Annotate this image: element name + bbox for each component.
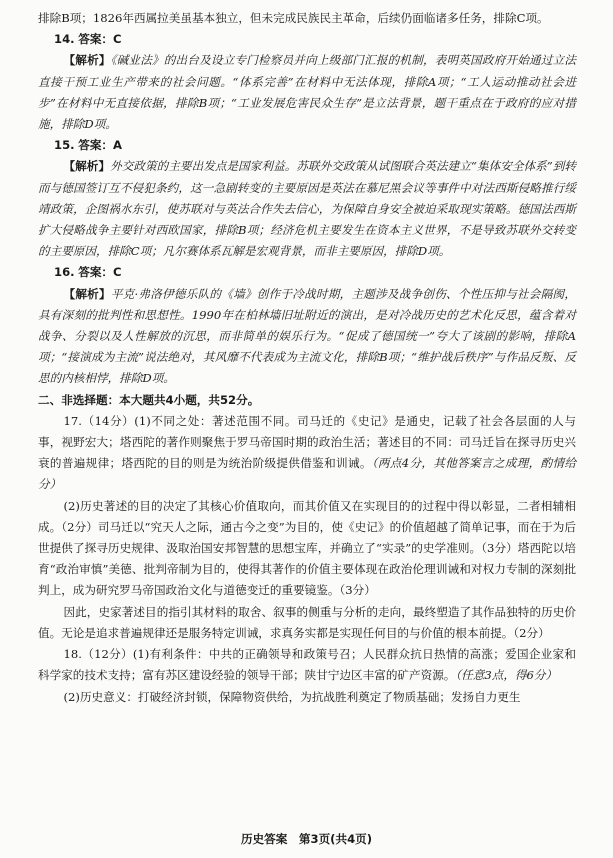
- q18-block: [38, 644, 576, 708]
- q15-answer-line: [38, 135, 576, 156]
- q17-part3-text: 因此，史家著述目的指引其材料的取舍、叙事的侧重与分析的走向，最终塑造了其作品独特的历史价值。无论是追求普遍规律还是服务特定训诫，求真务实都是实现任何目的与价值的根本前提。: [38, 604, 576, 640]
- q14-block: [38, 29, 576, 135]
- page-footer: 历史答案 第3页(共4页): [240, 832, 373, 846]
- q18-part2: [38, 687, 576, 708]
- q17-part3-score: （2分）: [513, 625, 550, 640]
- q17-part2: [38, 496, 576, 602]
- q17-part2-score-a: （2分）: [61, 519, 98, 534]
- q18-part2-text: (2)历史意义：打破经济封锁，保障物资供给，为抗战胜利奠定了物质基础；发扬自力更生: [63, 689, 521, 704]
- q15-block: [38, 135, 576, 262]
- q15-analysis-label: 【解析】: [63, 159, 111, 174]
- q16-answer-line: [38, 262, 576, 283]
- q15-analysis: [38, 156, 576, 262]
- q15-answer: A: [113, 138, 123, 153]
- q17-part2-score-b: （3分）: [481, 541, 518, 556]
- q16-block: [38, 262, 576, 389]
- q14-analysis: [38, 50, 576, 135]
- q18-score: （12分）: [81, 647, 133, 662]
- q14-number: 14.: [54, 32, 75, 47]
- q14-analysis-label: 【解析】: [63, 53, 111, 68]
- q17-part2-score-c: （3分）: [339, 583, 376, 598]
- q16-number: 16.: [54, 265, 75, 280]
- q17-part2-text-a: (2)历史著述的目的决定了其核心价值取向，而其价值又在实现目的的过程中得以彰显，二者相辅相成。: [38, 498, 576, 534]
- q14-answer-label: 答案：: [78, 32, 114, 47]
- q14-answer-line: [38, 29, 576, 50]
- q17-block: [38, 411, 576, 644]
- answer-page: [38, 8, 576, 708]
- q16-answer: C: [113, 265, 122, 280]
- q14-answer: C: [113, 32, 122, 47]
- q18-part1-text: (1)有利条件：中共的正确领导和政策号召；人民群众抗日热情的高涨；爱国企业家和科学家的技术支持；富有苏区建设经验的领导干部；陕甘宁边区丰富的矿产资源。: [38, 647, 576, 683]
- q17-part1-note: （两点4分，其他答案言之成理，酌情给分）: [38, 456, 577, 492]
- q16-analysis-text: 平克·弗洛伊德乐队的《墙》创作于冷战时期，主题涉及战争创伤、个性压抑与社会隔阂，具有深刻的批判性和思想性。1990年在柏林墙旧址附近的演出，是对冷战历史的艺术化反思，蕴含着对战争、分裂以及人性解放的沉思，而非简单的娱乐行为。“促成了德国统一”夸大了该剧的影响，排除A项；“接演成为主流”说法绝对，其风靡不代表成为主流文化，排除B项；“维护战后秩序”与作品反叛、反思的内核相悖，排除D项。: [38, 286, 576, 386]
- section-heading: 二、非选择题：本大题共4小题，共52分。: [38, 392, 260, 407]
- q18-part1-note: （任意3点，得6分）: [455, 668, 558, 683]
- q17-part1: [38, 411, 576, 496]
- q17-number: 17.: [63, 413, 82, 428]
- q13-continuation: 排除B项；1826年西属拉美虽基本独立，但未完成民族民主革命，后续仍面临诸多任务，排除C项。: [38, 11, 549, 25]
- q15-number: 15.: [54, 138, 75, 153]
- q17-part2-text-b: 司马迁以“究天人之际，通古今之变”为目的，使《史记》的价值超越了简单记事，而在于为后世提供了探寻历史规律、汲取治国安邦智慧的思想宝库，并确立了“实录”的史学准则。: [38, 519, 576, 556]
- q15-analysis-text: 外交政策的主要出发点是国家利益。苏联外交政策从试图联合英法建立“集体安全体系”到转而与德国签订互不侵犯条约，这一急剧转变的主要原因是英法在慕尼黑会议等事件中对法西斯侵略推行绥靖政策，企图祸水东引，使苏联对与英法合作失去信心，为保障自身安全被迫采取现实策略。德国法西斯扩大侵略战争主要针对西欧国家，排除B项；经济危机主要发生在资本主义世界，不是导致苏联外交转变的主要原因，排除C项；凡尔赛体系瓦解是宏观背景，而非主要原因，排除D项。: [38, 159, 576, 259]
- q18-number: 18.: [63, 647, 82, 662]
- q16-analysis-label: 【解析】: [63, 286, 111, 301]
- q17-part3: [38, 602, 576, 644]
- q17-score: （14分）: [81, 413, 135, 428]
- q16-answer-label: 答案：: [78, 265, 114, 280]
- q16-analysis: [38, 284, 576, 390]
- q17-part2-text-c: 塔西陀以培育“政治审慎”美德、批判帝制为目的，使得其著作的价值主要体现在政治伦理训诫和对权力专制的深刻批判上，成为研究罗马帝国政治文化与道德变迁的重要镜鉴。: [38, 541, 577, 598]
- q14-analysis-text: 《碱业法》的出台及设立专门检察员并向上级部门汇报的机制，表明英国政府开始通过立法直接干预工业生产带来的社会问题。“体系完善”在材料中无法体现，排除A项；“工人运动推动社会进步”在材料中无直接依据，排除B项；“工业发展危害民众生存”是立法背景，题干重点在于政府的应对措施，排除D项。: [38, 53, 576, 132]
- q17-part1-text: (1)不同之处：著述范围不同。司马迁的《史记》是通史，记载了社会各层面的人与事，视野宏大；塔西陀的著作则聚焦于罗马帝国时期的政治生活；著述目的不同：司马迁旨在探寻历史兴衰的普遍规律；塔西陀的目的则是为统治阶级提供借鉴和训诫。: [38, 413, 576, 471]
- q18-part1: [38, 644, 576, 686]
- q15-answer-label: 答案：: [78, 138, 114, 153]
